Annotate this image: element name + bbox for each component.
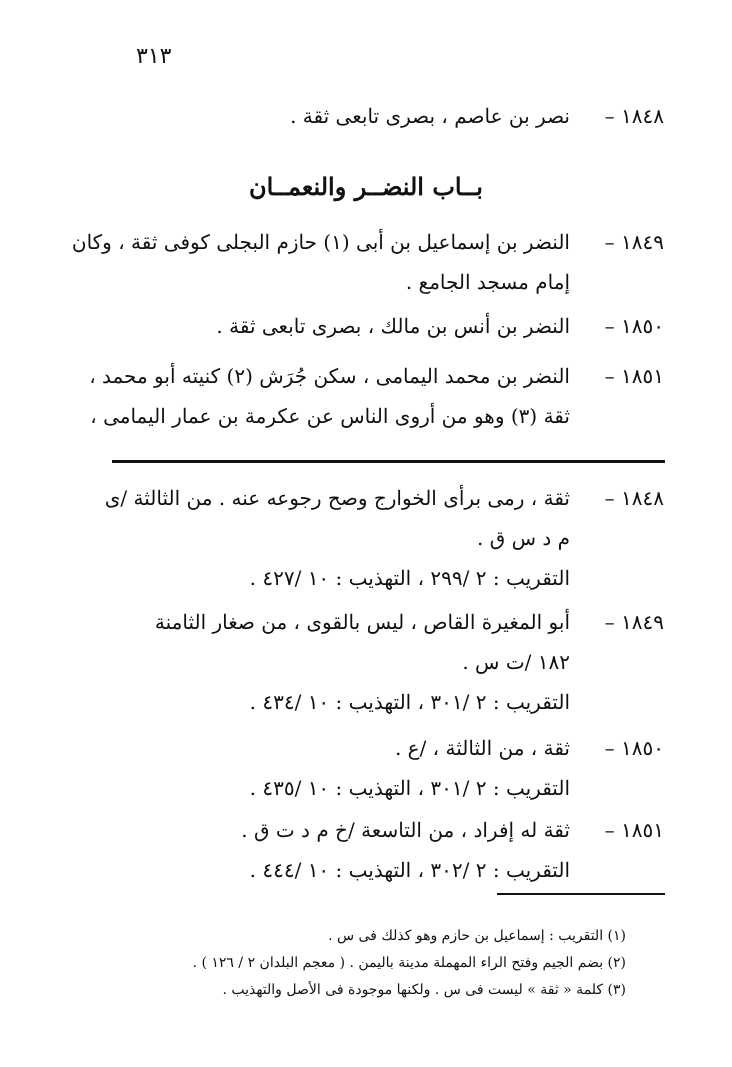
commentary-line: ١٨٢ /ت س . bbox=[462, 650, 570, 674]
entry-line: إمام مسجد الجامع . bbox=[405, 270, 570, 294]
entry-line: ثقة (٣) وهو من أروى الناس عن عكرمة بن عمار اليمامى ، bbox=[90, 404, 570, 428]
page-number: ٣١٣ bbox=[136, 44, 172, 69]
entry-number: ١٨٤٩ – bbox=[604, 610, 664, 634]
entry-line: النضر بن إسماعيل بن أبى (١) حازم البجلى كوفى ثقة ، وكان bbox=[71, 230, 570, 254]
commentary-line: ثقة ، من الثالثة ، /ع . bbox=[394, 736, 570, 760]
footnote-divider bbox=[497, 893, 665, 895]
commentary-1850 bbox=[64, 728, 664, 808]
footnote-2: (٢) بضم الجيم وفتح الراء المهملة مدينة باليمن . ( معجم البلدان ٢ / ١٢٦ ) . bbox=[192, 955, 626, 971]
commentary-1848 bbox=[64, 478, 664, 598]
commentary-1849 bbox=[64, 602, 664, 722]
entry-1850 bbox=[64, 306, 664, 346]
commentary-line: م د س ق . bbox=[476, 526, 570, 550]
entry-number: ١٨٥٠ – bbox=[604, 736, 664, 760]
section-divider bbox=[112, 460, 665, 463]
entry-1851 bbox=[64, 356, 664, 436]
footnote-3: (٣) كلمة « ثقة » ليست فى س . ولكنها موجودة فى الأصل والتهذيب . bbox=[222, 982, 626, 998]
entry-line: النضر بن أنس بن مالك ، بصرى تابعى ثقة . bbox=[216, 314, 570, 338]
entry-number: ١٨٤٩ – bbox=[604, 230, 664, 254]
entry-number: ١٨٤٨ – bbox=[604, 486, 664, 510]
entry-number: ١٨٥١ – bbox=[604, 364, 664, 388]
commentary-1851 bbox=[64, 810, 664, 890]
entry-number: ١٨٥١ – bbox=[604, 818, 664, 842]
entry-number: ١٨٥٠ – bbox=[604, 314, 664, 338]
commentary-line: ثقة له إفراد ، من التاسعة /خ م د ت ق . bbox=[241, 818, 570, 842]
commentary-line: التقريب : ٢ /٣٠١ ، التهذيب : ١٠ /٤٣٥ . bbox=[249, 776, 570, 800]
commentary-line: ثقة ، رمى برأى الخوارج وصح رجوعه عنه . من الثالثة /ى bbox=[104, 486, 570, 510]
footnote-1: (١) التقريب : إسماعيل بن حازم وهو كذلك فى س . bbox=[328, 928, 626, 944]
commentary-line: التقريب : ٢ /٣٠٢ ، التهذيب : ١٠ /٤٤٤ . bbox=[249, 858, 570, 882]
commentary-line: التقريب : ٢ /٢٩٩ ، التهذيب : ١٠ /٤٢٧ . bbox=[249, 566, 570, 590]
commentary-line: التقريب : ٢ /٣٠١ ، التهذيب : ١٠ /٤٣٤ . bbox=[249, 690, 570, 714]
section-heading: بــاب النضــر والنعمــان bbox=[249, 172, 483, 201]
entry-number: ١٨٤٨ – bbox=[604, 104, 664, 128]
entry-1848 bbox=[64, 96, 664, 136]
commentary-line: أبو المغيرة القاص ، ليس بالقوى ، من صغار الثامنة bbox=[154, 610, 570, 634]
entry-line: النضر بن محمد اليمامى ، سكن جُرَش (٢) كنيته أبو محمد ، bbox=[89, 364, 570, 388]
entry-1849 bbox=[64, 222, 664, 302]
entry-line: نصر بن عاصم ، بصرى تابعى ثقة . bbox=[290, 104, 570, 128]
